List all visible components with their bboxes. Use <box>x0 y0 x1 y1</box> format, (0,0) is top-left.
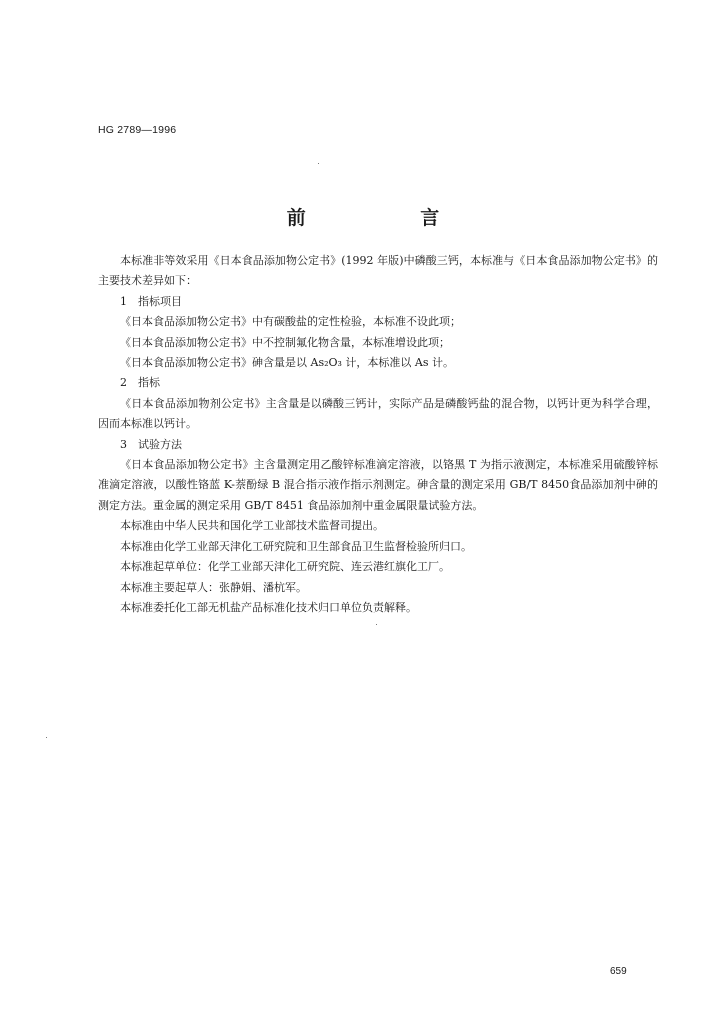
document-body <box>98 251 658 618</box>
standard-number: HG 2789—1996 <box>98 124 177 136</box>
paragraph-item: 《日本食品添加物公定书》砷含量是以 As₂O₃ 计，本标准以 As 计。 <box>120 356 454 370</box>
paragraph-interpretation: 本标准委托化工部无机盐产品标准化技术归口单位负责解释。 <box>120 600 417 614</box>
paragraph-centralized: 本标准由化学工业部天津化工研究院和卫生部食品卫生监督检验所归口。 <box>120 539 472 553</box>
section-heading-indicators: 2 指标 <box>120 376 160 390</box>
scan-speck <box>46 737 47 738</box>
paragraph-item: 《日本食品添加物公定书》主含量测定用乙酸锌标准滴定溶液，以铬黑 T 为指示液测定，本标准采用硫酸锌标准滴定溶液，以酸性铬蓝 K-萘酚绿 B 混合指示液作指示剂测定。砷含量的测定采用 GB/T 8450食品添加剂中砷的测定方法。重金属的测定采用 GB/T 8451 食品添加剂中重金属限量试验方法。 <box>98 458 658 512</box>
paragraph-drafters: 本标准主要起草人：张静娟、潘杭军。 <box>120 580 307 594</box>
paragraph-intro: 本标准非等效采用《日本食品添加物公定书》(1992 年版)中磷酸三钙，本标准与《日本食品添加物公定书》的主要技术差异如下： <box>98 254 658 288</box>
paragraph-item: 《日本食品添加物公定书》中不控制氟化物含量，本标准增设此项； <box>120 335 450 349</box>
page-title: 前 言 <box>286 207 494 229</box>
scan-speck <box>376 624 377 625</box>
page-number: 659 <box>610 966 627 977</box>
paragraph-item: 《日本食品添加物剂公定书》主含量是以磷酸三钙计，实际产品是磷酸钙盐的混合物，以钙计更为科学合理，因而本标准以钙计。 <box>98 396 658 431</box>
section-heading-test-methods: 3 试验方法 <box>120 437 182 451</box>
paragraph-drafting-units: 本标准起草单位：化学工业部天津化工研究院、连云港红旗化工厂。 <box>120 560 450 574</box>
paragraph-item: 《日本食品添加物公定书》中有碳酸盐的定性检验，本标准不设此项； <box>120 315 461 329</box>
scan-speck <box>318 163 319 164</box>
paragraph-proposer: 本标准由中华人民共和国化学工业部技术监督司提出。 <box>120 519 384 533</box>
section-heading-indicator-items: 1 指标项目 <box>120 294 182 308</box>
